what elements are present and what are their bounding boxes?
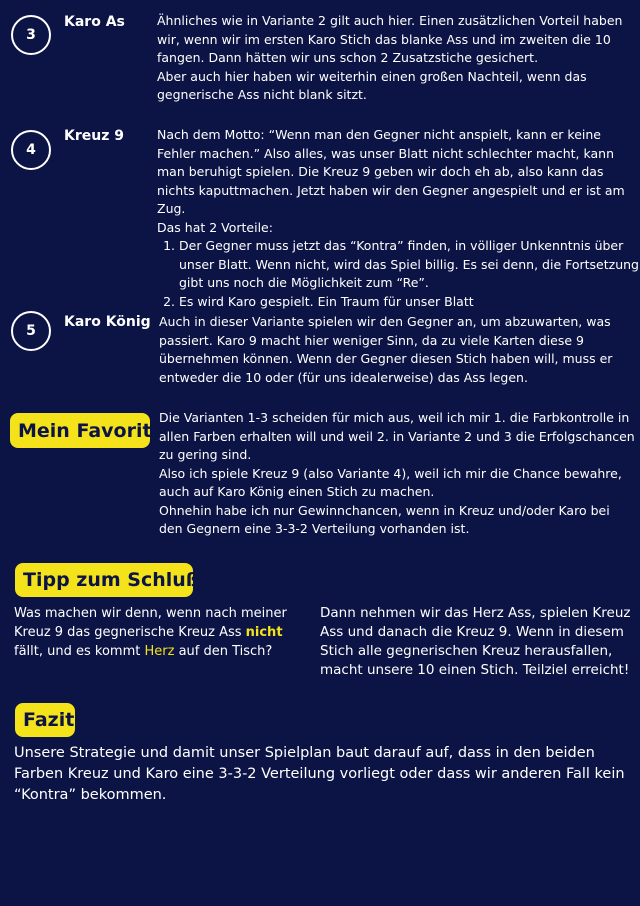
step-number-3: 3 <box>11 15 51 55</box>
fazit-text <box>14 743 626 806</box>
tipp-question <box>14 604 314 661</box>
highlight-herz: Herz <box>144 644 175 659</box>
tipp-question-part-3: auf den Tisch? <box>174 644 273 659</box>
tipp-question-text <box>14 604 314 661</box>
list-item: 2. Es wird Karo gespielt. Ein Traum für unser Blatt <box>179 293 640 312</box>
variant-text-5 <box>159 313 629 387</box>
favorite-paragraph-3: Ohnehin habe ich nur Gewinnchancen, wenn in Kreuz und/oder Karo bei den Gegnern eine 3-3-2 Verteilung vorhanden ist. <box>159 502 610 536</box>
variant-title-karo-as: Karo As <box>64 14 125 30</box>
variant-5-paragraph: Auch in dieser Variante spielen wir den Gegner an, um abzuwarten, was passiert. Karo 9 macht hier weniger Sinn, da zu viele Karten diese 9 übernehmen können. Wenn der Gegner diesen Stich haben will, muss er entweder die 10 oder (für uns idealerweise) das Ass legen. <box>159 314 613 385</box>
favorite-paragraph-2: Also ich spiele Kreuz 9 (also Variante 4), weil ich mir die Chance bewahre, auch auf Karo König einen Stich zu machen. <box>159 465 622 499</box>
variant-4-advantages-list <box>157 237 640 311</box>
favorite-paragraph-1: Die Varianten 1-3 scheiden für mich aus, weil ich mir 1. die Farbkontrolle in allen Farben erhalten will und weil 2. in Variante 2 und 3 die Erfolgschancen zu gering sind. <box>159 410 635 462</box>
favorite-text <box>159 409 637 539</box>
step-number-5: 5 <box>11 311 51 351</box>
highlight-nicht: nicht <box>245 625 283 640</box>
fazit-badge: Fazit <box>15 703 75 737</box>
fazit-paragraph: Unsere Strategie und damit unser Spielplan baut darauf auf, dass in den beiden Farben Kreuz und Karo eine 3-3-2 Verteilung vorliegt oder dass wir anderen Fall kein “Kontra” bekommen. <box>14 745 625 803</box>
variant-title-karo-koenig: Karo König <box>64 314 151 330</box>
tipp-answer-text: Dann nehmen wir das Herz Ass, spielen Kreuz Ass und danach die Kreuz 9. Wenn in diesem Stich alle gegnerischen Kreuz herausfallen, macht unsere 10 einen Stich. Teilziel erreicht! <box>320 605 631 678</box>
tipp-question-part-2: fällt, und es kommt <box>14 644 145 659</box>
favorite-badge: Mein Favorit: <box>10 413 150 448</box>
list-item: 1. Der Gegner muss jetzt das “Kontra” finden, in völliger Unkenntnis über unser Blatt. Wenn nicht, wird das Spiel billig. Es sei denn, die Fortsetzung gibt uns noch die Möglichkeit zum “Re”. <box>179 237 640 293</box>
variant-4-intro: Nach dem Motto: “Wenn man den Gegner nicht anspielt, kann er keine Fehler machen.” Also alles, was unser Blatt nicht schlechter macht, kann man beruhigt spielen. Die Kreuz 9 geben wir doch eh ab, also kann das nichts kaputtmachen. Jetzt haben wir den Gegner angespielt und er ist am Zug. <box>157 127 625 216</box>
variant-title-kreuz-9: Kreuz 9 <box>64 128 124 144</box>
variant-text-3 <box>157 12 639 105</box>
variant-text-4 <box>157 126 640 311</box>
tipp-question-part-1: Was machen wir denn, wenn nach meiner Kreuz 9 das gegnerische Kreuz Ass <box>14 606 287 640</box>
tipp-answer <box>320 604 632 680</box>
variant-4-lead: Das hat 2 Vorteile: <box>157 219 273 235</box>
variant-3-paragraph-2: Aber auch hier haben wir weiterhin einen großen Nachteil, wenn das gegnerische Ass nicht blank sitzt. <box>157 68 587 102</box>
variant-3-paragraph-1: Ähnliches wie in Variante 2 gilt auch hier. Einen zusätzlichen Vorteil haben wir, wenn wir im ersten Karo Stich das blanke Ass und im zweiten die 10 fangen. Dann hätten wir uns schon 2 Zusatzstiche gesichert. <box>157 13 623 65</box>
tipp-badge: Tipp zum Schluß: <box>15 563 193 597</box>
step-number-4: 4 <box>11 130 51 170</box>
